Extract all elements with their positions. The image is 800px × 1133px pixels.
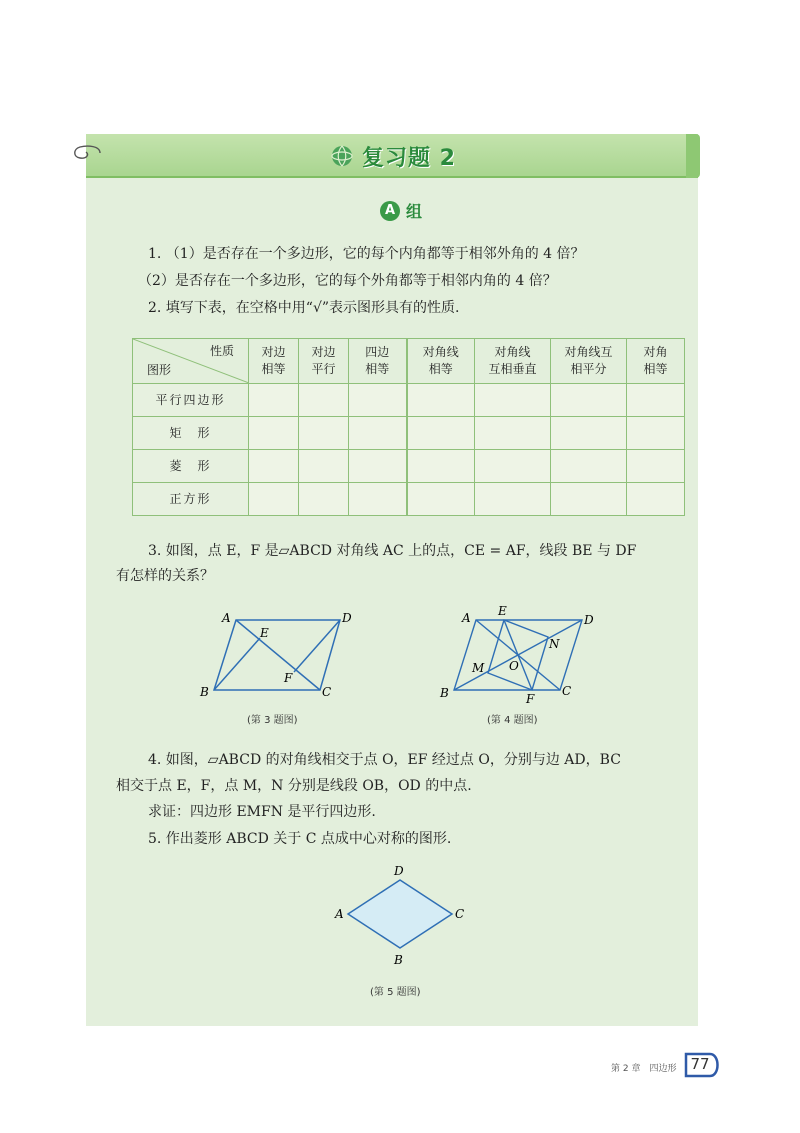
question-3-line-1: 3. 如图，点 E，F 是▱ABCD 对角线 AC 上的点，CE = AF，线段 BE 与 DF bbox=[148, 543, 637, 559]
row-label: 菱 形 bbox=[133, 450, 249, 483]
column-header: 对角 相等 bbox=[627, 339, 685, 384]
table-row bbox=[133, 483, 685, 516]
figure-5 bbox=[330, 862, 470, 968]
fig4-label: N bbox=[549, 637, 560, 651]
fig5-label: A bbox=[335, 907, 344, 921]
row-label: 平行四边形 bbox=[133, 384, 249, 417]
column-header: 对角线 相等 bbox=[407, 339, 475, 384]
blank-cell[interactable] bbox=[349, 483, 407, 516]
fig4-label: A bbox=[462, 611, 471, 625]
blank-cell[interactable] bbox=[249, 384, 299, 417]
page-number: 77 bbox=[690, 1055, 710, 1073]
properties-table bbox=[132, 338, 685, 516]
blank-cell[interactable] bbox=[551, 450, 627, 483]
question-1-line-2: （2）是否存在一个多边形，它的每个外角都等于相邻内角的 4 倍？ bbox=[138, 273, 557, 289]
blank-cell[interactable] bbox=[299, 417, 349, 450]
blank-cell[interactable] bbox=[249, 417, 299, 450]
blank-cell[interactable] bbox=[299, 450, 349, 483]
group-badge: A bbox=[380, 201, 400, 221]
table-row bbox=[133, 384, 685, 417]
fig4-segment-ef bbox=[504, 620, 532, 690]
banner-tab bbox=[686, 134, 700, 178]
blank-cell[interactable] bbox=[249, 483, 299, 516]
fig5-label: D bbox=[394, 864, 404, 878]
fig4-label: B bbox=[440, 686, 449, 700]
fig3-segment-be bbox=[214, 638, 260, 690]
chapter-footer: 第 2 章 四边形 bbox=[611, 1064, 677, 1074]
blank-cell[interactable] bbox=[349, 384, 407, 417]
question-5-line-1: 5. 作出菱形 ABCD 关于 C 点成中心对称的图形. bbox=[148, 831, 452, 847]
blank-cell[interactable] bbox=[299, 384, 349, 417]
fig4-label: E bbox=[498, 604, 507, 618]
blank-cell[interactable] bbox=[551, 483, 627, 516]
blank-cell[interactable] bbox=[551, 417, 627, 450]
column-header: 对角线 互相垂直 bbox=[475, 339, 551, 384]
fig3-label: F bbox=[284, 671, 293, 685]
table-corner-cell bbox=[133, 339, 249, 384]
fig4-label: F bbox=[526, 692, 535, 706]
blank-cell[interactable] bbox=[627, 450, 685, 483]
blank-cell[interactable] bbox=[627, 384, 685, 417]
fig4-label: C bbox=[562, 684, 572, 698]
corner-label-top: 性质 bbox=[209, 344, 234, 358]
question-4-line-1: 4. 如图，▱ABCD 的对角线相交于点 O，EF 经过点 O，分别与边 AD，BC bbox=[148, 752, 621, 768]
fig3-label: A bbox=[222, 611, 231, 625]
fig3-label: E bbox=[260, 626, 269, 640]
fig3-diagonal-ac bbox=[236, 620, 320, 690]
row-label: 矩 形 bbox=[133, 417, 249, 450]
blank-cell[interactable] bbox=[475, 417, 551, 450]
figure-3 bbox=[196, 606, 366, 706]
column-header: 四边 相等 bbox=[349, 339, 407, 384]
table-row bbox=[133, 450, 685, 483]
blank-cell[interactable] bbox=[407, 450, 475, 483]
blank-cell[interactable] bbox=[475, 450, 551, 483]
corner-label-bottom: 图形 bbox=[147, 363, 172, 377]
question-4-line-2: 相交于点 E，F，点 M，N 分别是线段 OB，OD 的中点. bbox=[116, 778, 472, 794]
group-heading bbox=[380, 199, 422, 222]
table-header-row bbox=[133, 339, 685, 384]
group-word: 组 bbox=[406, 202, 423, 221]
blank-cell[interactable] bbox=[407, 483, 475, 516]
question-3-line-2: 有怎样的关系？ bbox=[116, 568, 214, 584]
fig3-label: B bbox=[200, 685, 209, 699]
figure-4-caption: (第 4 题图) bbox=[487, 715, 538, 726]
blank-cell[interactable] bbox=[349, 450, 407, 483]
question-1-line-1: 1. （1）是否存在一个多边形，它的每个内角都等于相邻外角的 4 倍？ bbox=[148, 246, 585, 262]
fig4-label: O bbox=[509, 659, 519, 673]
figure-5-caption: (第 5 题图) bbox=[370, 987, 421, 998]
section-title-text: 复习题 2 bbox=[362, 145, 456, 171]
section-title bbox=[330, 142, 456, 170]
question-4-line-3: 求证：四边形 EMFN 是平行四边形. bbox=[148, 804, 376, 820]
fig5-rhombus bbox=[348, 880, 452, 948]
blank-cell[interactable] bbox=[249, 450, 299, 483]
fig4-label: M bbox=[472, 661, 485, 675]
question-2-line-1: 2. 填写下表，在空格中用“√”表示图形具有的性质. bbox=[148, 300, 460, 316]
blank-cell[interactable] bbox=[627, 483, 685, 516]
page-curl-icon bbox=[70, 143, 106, 163]
fig4-label: D bbox=[584, 613, 594, 627]
row-label: 正方形 bbox=[133, 483, 249, 516]
table-row bbox=[133, 417, 685, 450]
fig3-label: D bbox=[342, 611, 352, 625]
blank-cell[interactable] bbox=[299, 483, 349, 516]
figure-3-caption: (第 3 题图) bbox=[247, 715, 298, 726]
globe-icon bbox=[330, 144, 354, 168]
blank-cell[interactable] bbox=[407, 417, 475, 450]
fig5-label: B bbox=[394, 953, 403, 967]
blank-cell[interactable] bbox=[475, 483, 551, 516]
blank-cell[interactable] bbox=[475, 384, 551, 417]
column-header: 对边 平行 bbox=[299, 339, 349, 384]
blank-cell[interactable] bbox=[551, 384, 627, 417]
fig5-label: C bbox=[455, 907, 465, 921]
blank-cell[interactable] bbox=[407, 384, 475, 417]
figure-4 bbox=[436, 602, 606, 706]
column-header: 对边 相等 bbox=[249, 339, 299, 384]
fig3-label: C bbox=[322, 685, 332, 699]
column-header: 对角线互 相平分 bbox=[551, 339, 627, 384]
blank-cell[interactable] bbox=[349, 417, 407, 450]
blank-cell[interactable] bbox=[627, 417, 685, 450]
